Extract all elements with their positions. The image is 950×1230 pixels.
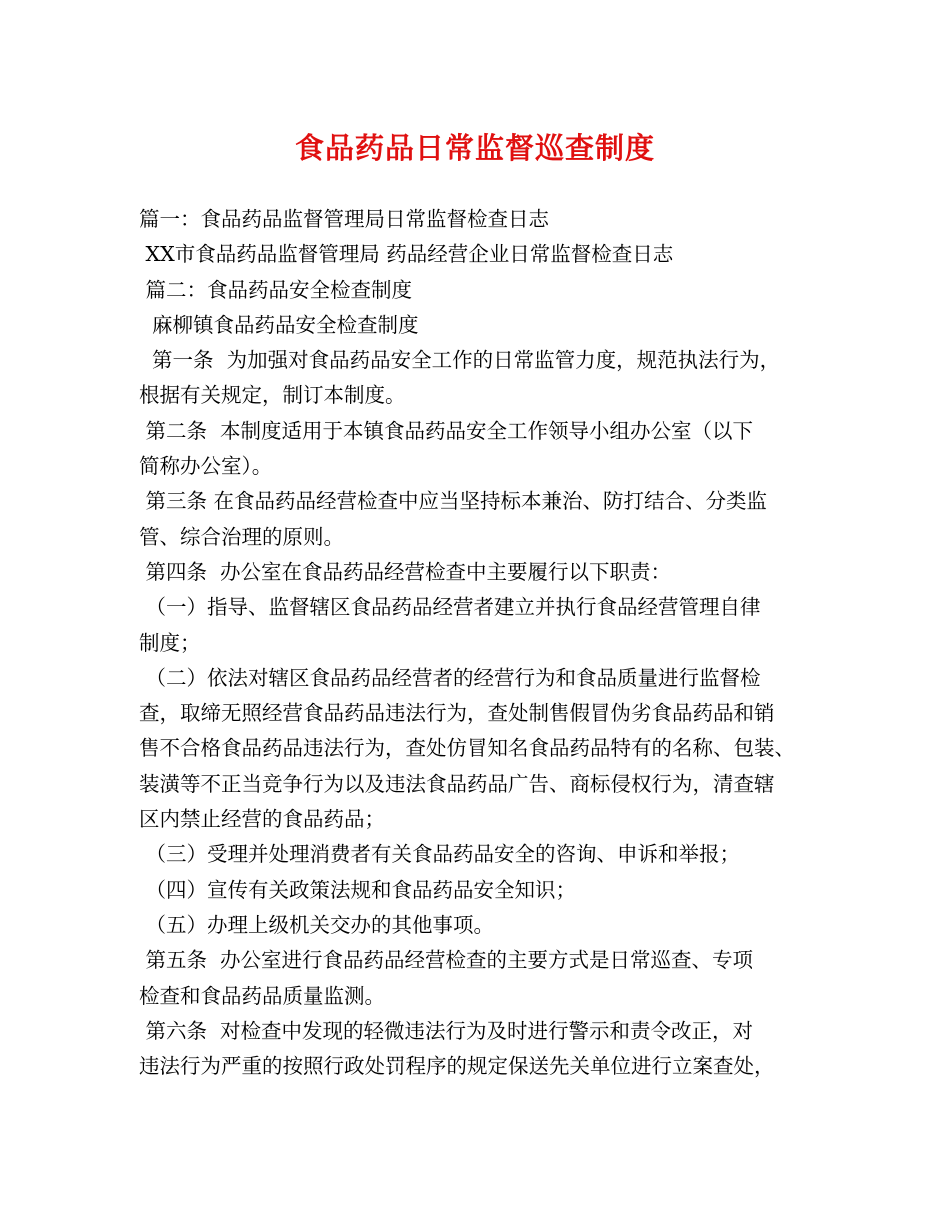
text-line: 区内禁止经营的食品药品； bbox=[139, 807, 385, 832]
text-line: （三）受理并处理消费者有关食品药品安全的咨询、申诉和举报； bbox=[139, 842, 741, 867]
text-line: 篇二：食品药品安全检查制度 bbox=[139, 277, 413, 302]
text-line: 管、综合治理的原则。 bbox=[139, 524, 344, 549]
document-body bbox=[139, 202, 829, 1084]
text-line: （一）指导、监督辖区食品药品经营者建立并执行食品经营管理自律 bbox=[139, 595, 761, 620]
text-line: 查，取缔无照经营食品药品违法行为，查处制售假冒伪劣食品药品和销 bbox=[139, 701, 775, 726]
text-line: 售不合格食品药品违法行为，查处仿冒知名食品药品特有的名称、包装、 bbox=[139, 736, 795, 761]
text-line: （五）办理上级机关交办的其他事项。 bbox=[139, 912, 495, 937]
text-line: 篇一：食品药品监督管理局日常监督检查日志 bbox=[139, 207, 549, 231]
text-line: 根据有关规定，制订本制度。 bbox=[139, 383, 406, 408]
text-line: （二）依法对辖区食品药品经营者的经营行为和食品质量进行监督检 bbox=[139, 665, 761, 690]
text-line: 第五条 办公室进行食品药品经营检查的主要方式是日常巡查、专项 bbox=[139, 948, 754, 973]
text-line: 简称办公室）。 bbox=[139, 454, 273, 479]
document-title: 食品药品日常监督巡查制度 bbox=[294, 131, 655, 165]
text-line: 第三条 在食品药品经营检查中应当坚持标本兼治、防打结合、分类监 bbox=[139, 489, 768, 514]
text-line: （四）宣传有关政策法规和食品药品安全知识； bbox=[139, 877, 577, 902]
text-line: 第二条 本制度适用于本镇食品药品安全工作领导小组办公室（以下 bbox=[139, 418, 754, 443]
text-line: XX市食品药品监督管理局 药品经营企业日常监督检查日志 bbox=[139, 242, 674, 267]
text-line: 第一条 为加强对食品药品安全工作的日常监管力度，规范执法行为， bbox=[139, 348, 781, 373]
text-line: 第六条 对检查中发现的轻微违法行为及时进行警示和责令改正，对 bbox=[139, 1018, 754, 1043]
text-line: 制度； bbox=[139, 630, 201, 655]
text-line: 违法行为严重的按照行政处罚程序的规定保送先关单位进行立案查处， bbox=[139, 1054, 775, 1079]
text-line: 麻柳镇食品药品安全检查制度 bbox=[139, 312, 419, 337]
text-line: 检查和食品药品质量监测。 bbox=[139, 983, 385, 1008]
text-line: 第四条 办公室在食品药品经营检查中主要履行以下职责： bbox=[139, 559, 672, 584]
text-line: 装潢等不正当竞争行为以及违法食品药品广告、商标侵权行为，清查辖 bbox=[139, 771, 775, 796]
